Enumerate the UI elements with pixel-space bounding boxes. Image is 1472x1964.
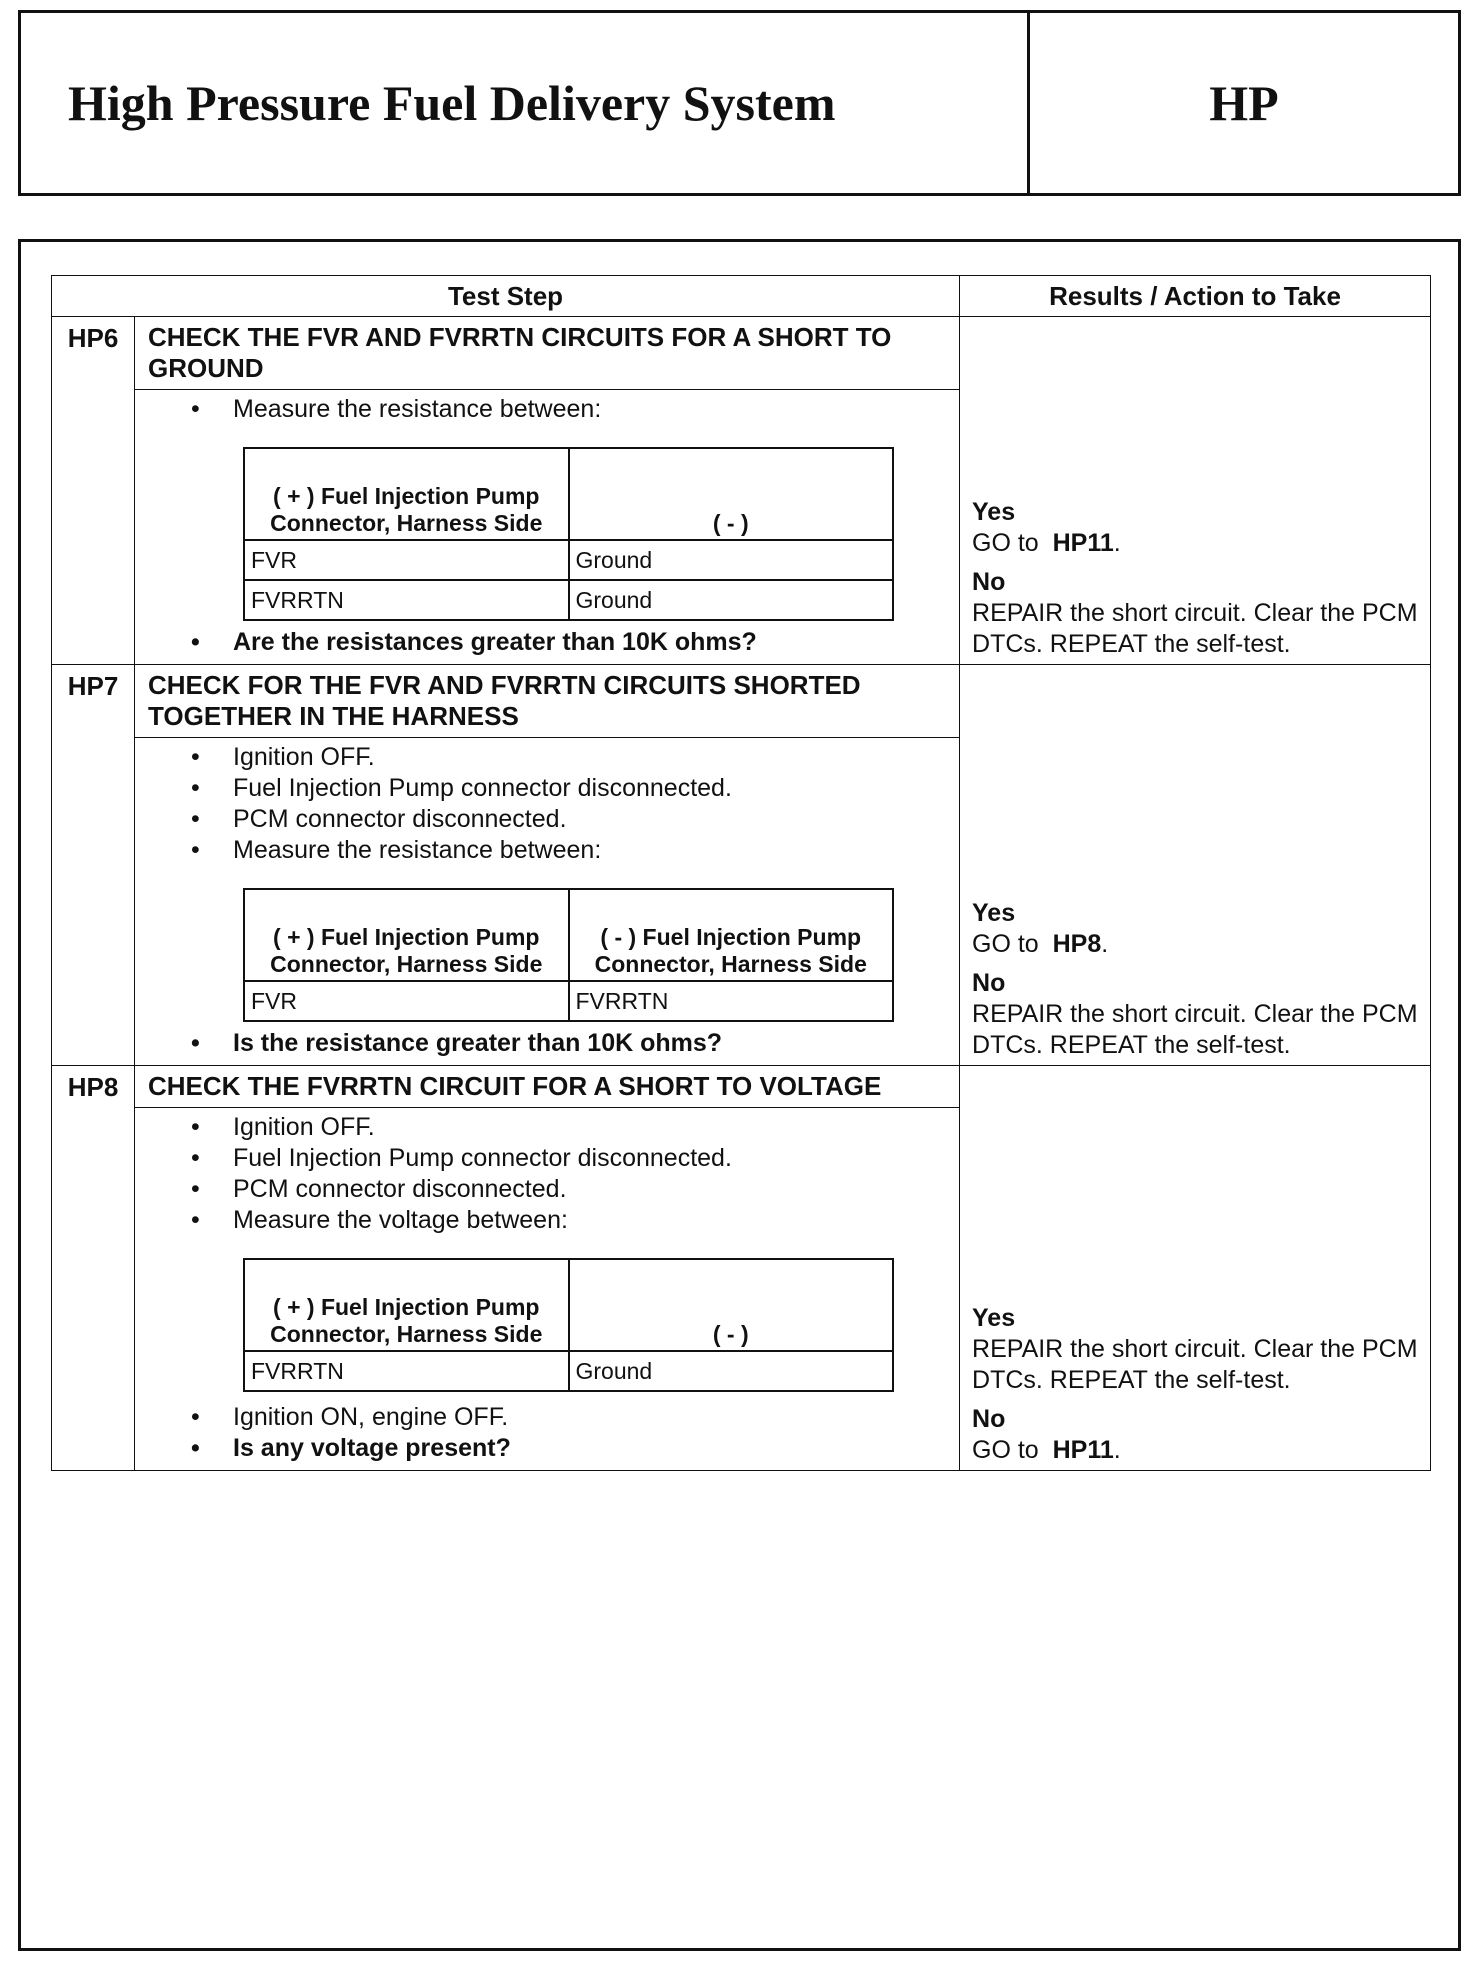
list-item: • Fuel Injection Pump connector disconnected. (233, 1143, 951, 1174)
yes-label: Yes (972, 498, 1016, 526)
step-body (135, 738, 960, 1066)
list-item: • Fuel Injection Pump connector disconnected. (233, 773, 951, 804)
measurement-cell: FVR (244, 540, 569, 580)
step-title: CHECK THE FVRRTN CIRCUIT FOR A SHORT TO VOLTAGE (135, 1066, 960, 1108)
table-row (244, 540, 893, 580)
section-code: HP (1209, 75, 1279, 131)
list-item: • PCM connector disconnected. (233, 1174, 951, 1205)
yes-action: GO to HP11. (972, 529, 1121, 557)
no-action: REPAIR the short circuit. Clear the PCM DTCs. REPEAT the self-test. (972, 1000, 1418, 1059)
step-link[interactable]: HP8 (1052, 930, 1102, 958)
step-result (960, 665, 1431, 1066)
yes-action: GO to HP8. (972, 930, 1109, 958)
yes-action: REPAIR the short circuit. Clear the PCM DTCs. REPEAT the self-test. (972, 1335, 1418, 1394)
list-item: • Ignition OFF. (233, 1112, 951, 1143)
list-item: • Ignition ON, engine OFF. (233, 1402, 951, 1433)
measurement-cell: FVRRTN (569, 981, 894, 1021)
list-item: • Measure the resistance between: (233, 394, 951, 425)
step-link[interactable]: HP11 (1052, 529, 1114, 557)
step-link[interactable]: HP11 (1052, 1436, 1114, 1464)
test-step-header: Test Step (52, 276, 960, 317)
step-id: HP8 (52, 1066, 135, 1108)
measurement-cell: FVR (244, 981, 569, 1021)
step-instructions (135, 394, 951, 425)
no-action: GO to HP11. (972, 1436, 1121, 1464)
no-label: No (972, 969, 1006, 997)
measurement-header-negative: ( - ) (569, 1259, 894, 1351)
test-step-table (51, 275, 1431, 1471)
step-result (960, 1066, 1431, 1471)
measurement-table (243, 447, 894, 621)
step-title-row (52, 317, 1431, 390)
table-header-row (52, 276, 1431, 317)
measurement-header-positive: ( + ) Fuel Injection Pump Connector, Harness Side (244, 448, 569, 540)
measurement-cell: FVRRTN (244, 580, 569, 620)
step-question: • Is the resistance greater than 10K ohms? (233, 1028, 951, 1059)
no-label: No (972, 568, 1006, 596)
table-row (244, 580, 893, 620)
table-row (244, 981, 893, 1021)
step-id: HP7 (52, 665, 135, 738)
step-instructions (135, 1112, 951, 1236)
list-item: • Measure the resistance between: (233, 835, 951, 866)
step-instructions (135, 742, 951, 866)
step-title: CHECK FOR THE FVR AND FVRRTN CIRCUITS SHORTED TOGETHER IN THE HARNESS (135, 665, 960, 738)
table-row (244, 1351, 893, 1391)
list-item: • PCM connector disconnected. (233, 804, 951, 835)
step-body (135, 1108, 960, 1471)
step-title-row (52, 1066, 1431, 1108)
yes-label: Yes (972, 1304, 1016, 1332)
measurement-header-positive: ( + ) Fuel Injection Pump Connector, Harness Side (244, 889, 569, 981)
step-question: • Are the resistances greater than 10K ohms? (233, 627, 951, 658)
measurement-table (243, 888, 894, 1022)
list-item: • Measure the voltage between: (233, 1205, 951, 1236)
results-header: Results / Action to Take (960, 276, 1431, 317)
step-id: HP6 (52, 317, 135, 390)
step-title: CHECK THE FVR AND FVRRTN CIRCUITS FOR A SHORT TO GROUND (135, 317, 960, 390)
measurement-table (243, 1258, 894, 1392)
no-label: No (972, 1405, 1006, 1433)
measurement-header-negative: ( - ) Fuel Injection Pump Connector, Harness Side (569, 889, 894, 981)
step-body (135, 390, 960, 665)
measurement-cell: Ground (569, 1351, 894, 1391)
measurement-cell: Ground (569, 540, 894, 580)
measurement-header-negative: ( - ) (569, 448, 894, 540)
no-action: REPAIR the short circuit. Clear the PCM DTCs. REPEAT the self-test. (972, 599, 1418, 658)
list-item: • Ignition OFF. (233, 742, 951, 773)
yes-label: Yes (972, 899, 1016, 927)
step-title-row (52, 665, 1431, 738)
page-header (18, 10, 1461, 196)
measurement-cell: FVRRTN (244, 1351, 569, 1391)
step-result (960, 317, 1431, 665)
page-title: High Pressure Fuel Delivery System (21, 13, 1030, 193)
measurement-header-positive: ( + ) Fuel Injection Pump Connector, Harness Side (244, 1259, 569, 1351)
measurement-cell: Ground (569, 580, 894, 620)
step-question: • Is any voltage present? (233, 1433, 951, 1464)
